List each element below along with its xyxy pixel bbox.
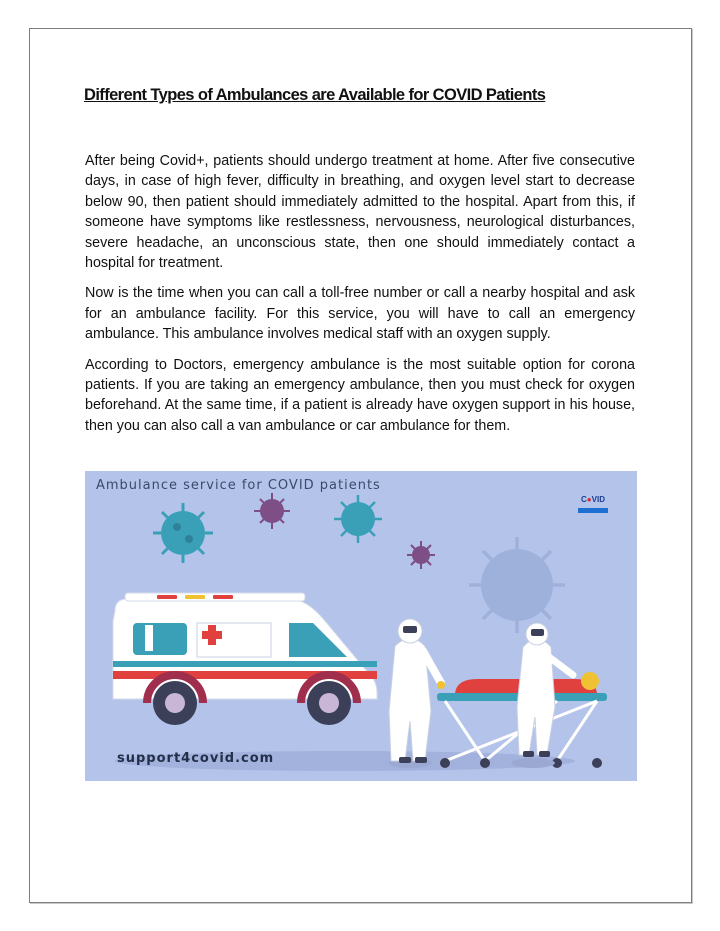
paragraph-3: According to Doctors, emergency ambulance is the most suitable option for corona patients. If you are taking an emergency ambulance, then you must check for oxygen beforehand. At the same time, if a patient is already have oxygen support in his house, then you can also call a van ambulance or car ambulance for them.	[85, 356, 635, 434]
document-title: Different Types of Ambulances are Available for COVID Patients	[84, 86, 546, 104]
medic-standing-icon	[388, 619, 445, 768]
paragraph-2: Now is the time when you can call a toll-free number or call a nearby hospital and ask for an ambulance facility. For this service, you will have to call an emergency ambulance. This ambulance involves medical staff with an oxygen supply.	[85, 285, 635, 343]
covid-logo-icon: C●VID	[577, 489, 609, 511]
illustration-graphic	[85, 471, 637, 781]
ambulance-illustration	[85, 471, 637, 781]
virus-purple-tiny-icon	[407, 541, 435, 569]
virus-teal-medium-icon	[334, 495, 382, 543]
figure-url: support4covid.com	[117, 751, 275, 766]
figure-caption: Ambulance service for COVID patients	[96, 478, 381, 493]
virus-teal-large-icon	[153, 503, 213, 563]
virus-purple-small-icon	[254, 493, 290, 529]
paragraph-1: After being Covid+, patients should undergo treatment at home. After five consecutive days, in case of high fever, difficulty in breathing, and oxygen level start to decrease below 90, then patient should immediately admitted to the hospital. Apart from this, if someone have symptoms like restlessness, nervousness, neurological disturbances, severe headache, an unconscious state, then one should immediately contact a hospital for treatment.	[85, 153, 635, 272]
virus-faded-large-icon	[469, 537, 565, 633]
document-body	[85, 151, 635, 446]
ambulance-vehicle-icon	[113, 593, 377, 725]
